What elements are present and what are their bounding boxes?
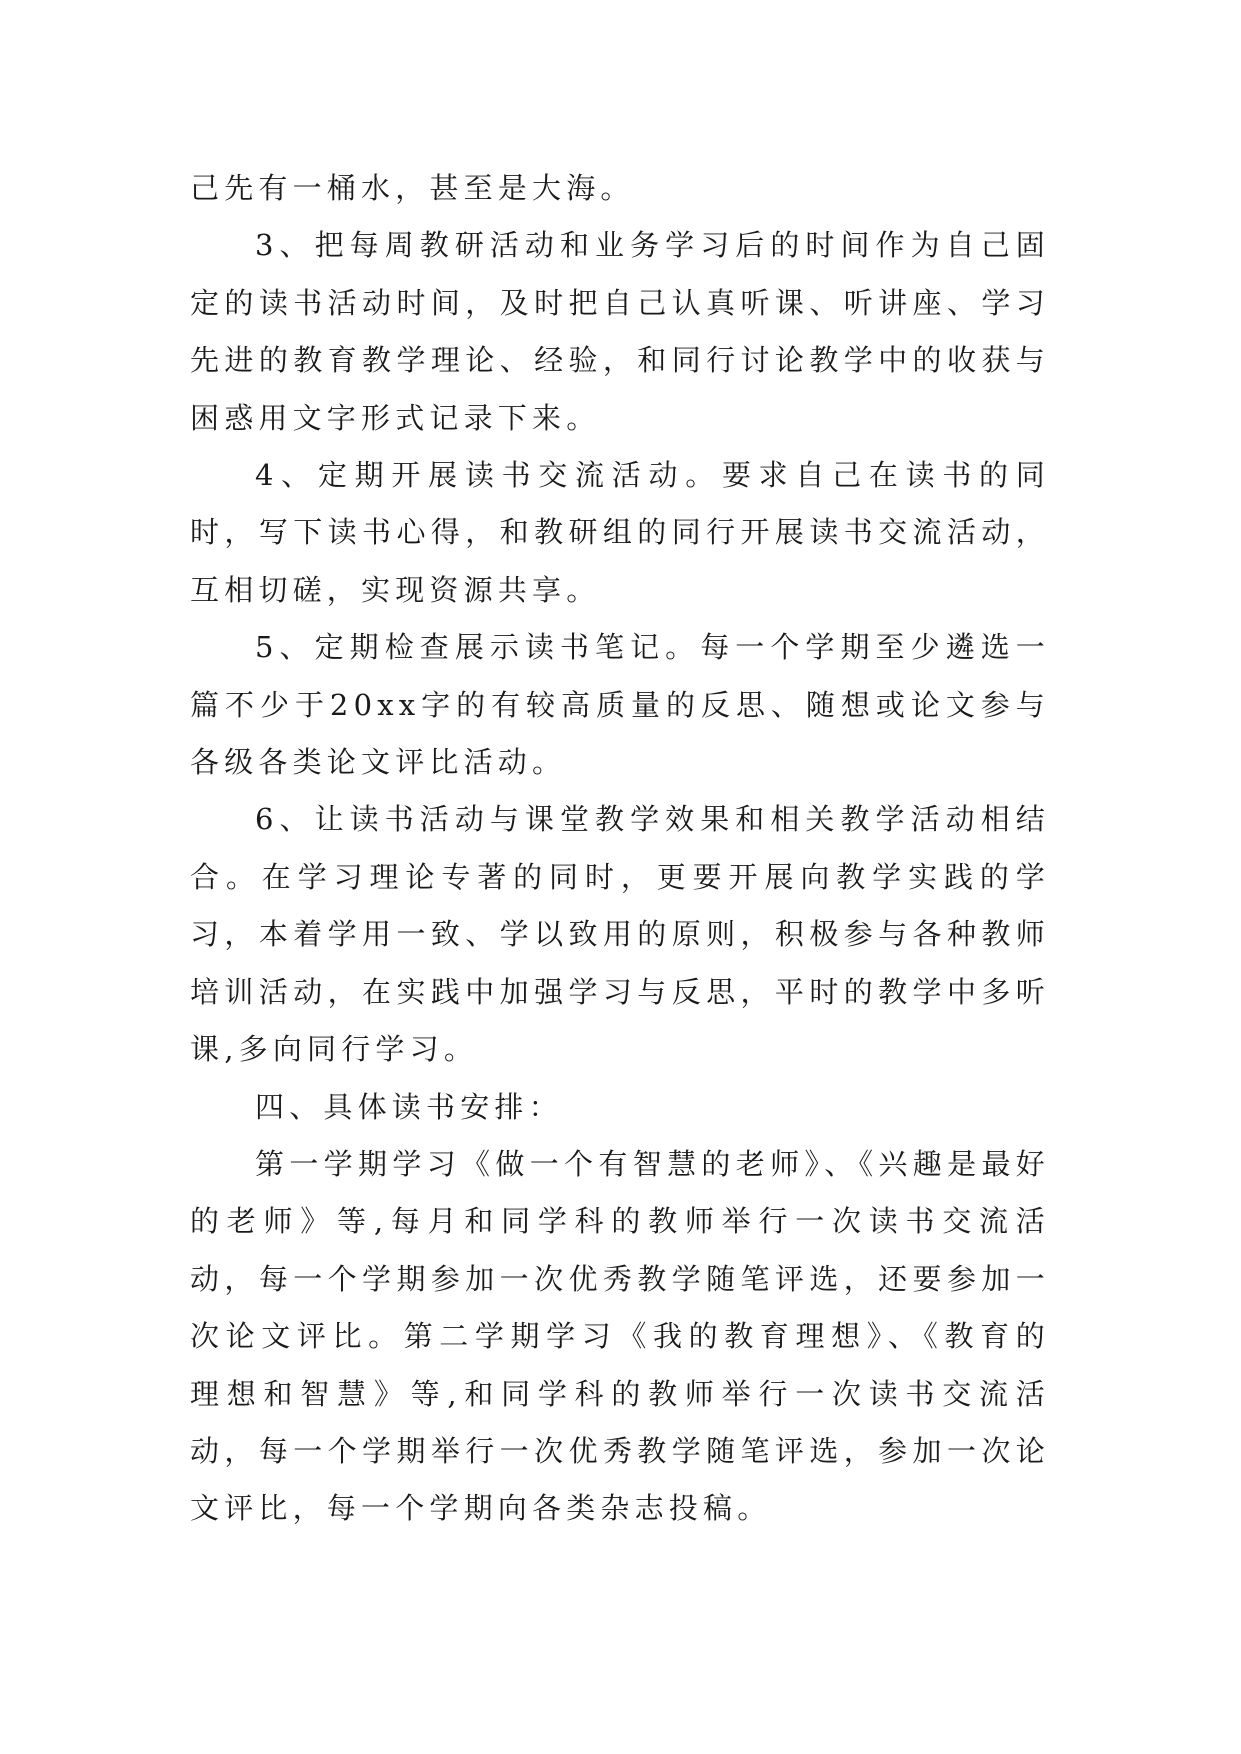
paragraph-item-4: 4、定期开展读书交流活动。要求自己在读书的同时，写下读书心得，和教研组的同行开展读书交流活动，互相切磋，实现资源共享。 xyxy=(190,458,1050,607)
section-heading-schedule: 四、具体读书安排： xyxy=(255,1089,563,1124)
paragraph-item-6: 6、让读书活动与课堂教学效果和相关教学活动相结合。在学习理论专著的同时，更要开展向教学实践的学习，本着学用一致、学以致用的原则，积极参与各种教师培训活动，在实践中加强学习与反思，平时的教学中多听课,多向同行学习。 xyxy=(190,802,1050,1067)
paragraph-schedule-details: 第一学期学习《做一个有智慧的老师》、《兴趣是最好的老师》等,每月和同学科的教师举行一次读书交流活动，每一个学期参加一次优秀教学随笔评选，还要参加一次论文评比。第二学期学习《我的教育理想》、《教育的理想和智慧》等,和同学科的教师举行一次读书交流活动，每一个学期举行一次优秀教学随笔评选，参加一次论文评比，每一个学期向各类杂志投稿。 xyxy=(190,1146,1050,1526)
paragraph-item-3: 3、把每周教研活动和业务学习后的时间作为自己固定的读书活动时间，及时把自己认真听课、听讲座、学习先进的教育教学理论、经验，和同行讨论教学中的收获与困惑用文字形式记录下来。 xyxy=(190,228,1050,435)
paragraph-item-5: 5、定期检查展示读书笔记。每一个学期至少遴选一篇不少于20xx字的有较高质量的反思、随想或论文参与各级各类论文评比活动。 xyxy=(190,630,1050,780)
document-body xyxy=(190,160,1050,1538)
paragraph-continuation: 己先有一桶水，甚至是大海。 xyxy=(190,171,635,205)
